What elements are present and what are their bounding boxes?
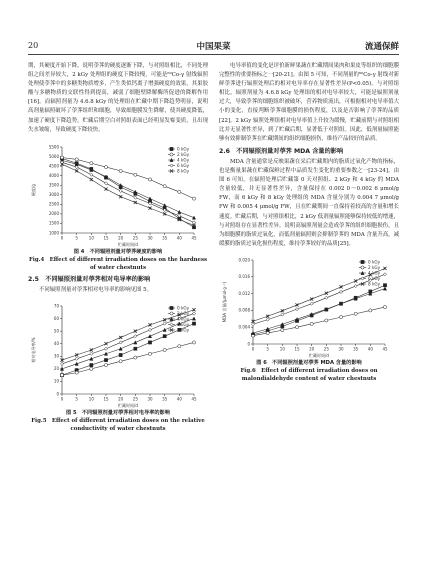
x-tick-label: 25: [323, 346, 329, 352]
x-tick-label: 15: [294, 346, 300, 352]
data-point: [90, 173, 93, 176]
left-column: [28, 62, 208, 433]
series-line: [62, 164, 194, 225]
x-tick-label: 35: [162, 235, 168, 241]
series-line: [62, 310, 194, 363]
y-axis-label: 相对电导率/%: [31, 337, 36, 363]
data-point: [90, 363, 93, 366]
legend-label: 6 kGy: [177, 162, 190, 168]
y-tick-label: 5500: [48, 144, 59, 150]
series-line: [62, 342, 194, 375]
series-line: [62, 158, 194, 227]
journal-name: 中国果菜: [196, 42, 231, 52]
figure-4-caption-zh: 图 4 不同辐照剂量对荸荠硬度的影响: [73, 248, 163, 255]
data-point: [134, 335, 137, 338]
data-point: [310, 322, 313, 325]
data-point: [75, 362, 78, 365]
y-tick-label: 70: [53, 303, 59, 309]
data-point: [192, 341, 195, 344]
y-tick-label: 4000: [48, 172, 59, 178]
left-paragraph-1: 期，其硬度开始下降，说明荸荠的硬度逐渐下降，与对照组相比，不同处理组之间差异较大，2 kGy 处理组的硬度下降较慢，可能是⁶⁰Co-γ 射线辐照处理使荸荠中的多糖类物质增多，产生类似钙离子增强硬度的效果，其果胶酸与多糖物质的交联性得到提高，减弱了细胞壁降解酶所促进的降解作用[16]。而辐照剂量为 4.6.8 kGy 的处理组在贮藏中期下降趋势明显，说明高剂量辐照破坏了荸荠组织和细胞，导致细胞膜发生降解，使其硬度降低，加速了硬度下降趋势。贮藏后期空白对照组表面已经明显发霉变质，且出现失水皱缩，导致硬度下降较快。: [28, 63, 208, 133]
series-line: [253, 268, 385, 321]
y-tick-label: 0.012: [238, 290, 250, 296]
legend-label: 0 kGy: [177, 146, 190, 152]
x-tick-label: 40: [367, 346, 373, 352]
data-point: [192, 322, 195, 325]
x-tick-label: 5: [75, 396, 78, 402]
data-point: [75, 158, 78, 161]
data-point: [369, 309, 372, 312]
y-tick-label: 0.008: [238, 307, 250, 313]
legend-label: 8 kGy: [177, 168, 190, 174]
y-tick-label: 2500: [48, 201, 59, 207]
y-tick-label: 60: [53, 315, 59, 321]
x-tick-label: 15: [103, 396, 109, 402]
y-tick-label: 1000: [48, 230, 59, 236]
data-point: [148, 335, 151, 338]
data-point: [251, 323, 254, 326]
data-point: [148, 197, 151, 200]
legend-label: 0 kGy: [177, 305, 190, 311]
legend-marker: [170, 323, 173, 326]
figure-5-caption-zh: 图 5 不同辐照剂量对荸荠相对电导率的影响: [66, 409, 170, 416]
data-point: [192, 312, 195, 315]
data-point: [119, 353, 122, 356]
y-tick-label: 10: [53, 378, 59, 384]
data-point: [178, 210, 181, 213]
data-point: [75, 371, 78, 374]
data-point: [90, 367, 93, 370]
data-point: [281, 313, 284, 316]
x-tick-label: 15: [103, 235, 109, 241]
right-paragraph-1: 电导率值的变化是评价新鲜果蔬在贮藏期间果肉和果皮等组织的细胞膜完整性的重要指标之一[20-21]。由图 5 可知，不同剂量的⁶⁰Co-γ 射线对新鲜荸荠进行辐照处理后的相对电导率存在显著性差异(P<0.05)。与对照组相比，辐照剂量为 4.6.8 kGy 处理组的相对电导率较大，可能是辐照剂量过大，导致荸荠的细胞组织被破坏，营养物质流出，可根据相对电导率值大小的变化，直接判断荸荠细胞膜的损伤程度，以及是否影响了荸荠的品质[22]。2 kGy 辐照处理组相对电导率值上升较为缓慢，贮藏前期与对照组相比并无显著性差异，到了贮藏后期，显著低于对照组。因此，低剂量辐照能够有效抑制荸荠在贮藏期间的组织细胞损伤，维持产品较好的品质。: [219, 63, 399, 142]
y-tick-label: 3000: [48, 191, 59, 197]
x-axis-label: 贮藏时间/d: [309, 352, 329, 358]
conductivity-chart: [28, 298, 208, 408]
section-heading-2-5: 2.5 不同辐照剂量对荸荠相对电导率的影响: [28, 275, 151, 283]
x-tick-label: 35: [353, 346, 359, 352]
data-point: [339, 290, 342, 293]
figure-6-caption-en-2: malondialdehyde content of water chestnuts: [241, 375, 377, 382]
legend-marker: [170, 147, 173, 150]
x-tick-label: 0: [60, 235, 64, 241]
legend-label: 4 kGy: [177, 157, 190, 163]
x-tick-label: 25: [132, 235, 138, 241]
data-point: [104, 165, 107, 168]
series-line: [62, 162, 194, 222]
data-point: [119, 347, 122, 350]
series-line: [62, 310, 194, 360]
data-point: [178, 190, 181, 193]
y-tick-label: 5000: [48, 153, 59, 159]
x-tick-label: 45: [191, 235, 197, 241]
x-tick-label: 0: [251, 346, 255, 352]
x-tick-label: 10: [88, 396, 94, 402]
legend-marker: [361, 266, 364, 269]
page-number: 20: [28, 41, 39, 50]
legend-marker: [170, 164, 173, 167]
legend-marker: [361, 260, 364, 263]
data-point: [383, 283, 386, 286]
data-point: [163, 335, 166, 338]
data-point: [104, 358, 107, 361]
data-point: [90, 161, 93, 164]
y-tick-label: 50: [53, 328, 59, 334]
right-column: [219, 62, 399, 383]
data-point: [325, 296, 328, 299]
y-tick-label: 4500: [48, 163, 59, 169]
y-tick-label: 2000: [48, 210, 59, 216]
x-tick-label: 10: [279, 346, 285, 352]
data-point: [310, 302, 313, 305]
legend-marker: [170, 306, 173, 309]
x-tick-label: 45: [191, 396, 197, 402]
data-point: [119, 183, 122, 186]
series-line: [62, 160, 194, 217]
data-point: [119, 360, 122, 363]
data-point: [383, 305, 386, 308]
data-point: [383, 287, 386, 290]
data-point: [90, 352, 93, 355]
data-point: [119, 341, 122, 344]
y-tick-label: 0.016: [238, 273, 250, 279]
x-tick-label: 5: [266, 346, 269, 352]
figure-5-caption-en-2: conductivity of water chestnuts: [70, 425, 166, 432]
legend-label: 6 kGy: [177, 321, 190, 327]
x-tick-label: 30: [147, 396, 153, 402]
data-point: [295, 325, 298, 328]
data-point: [354, 312, 357, 315]
x-tick-label: 40: [176, 396, 182, 402]
y-tick-label: 3500: [48, 182, 59, 188]
legend-label: 6 kGy: [368, 275, 381, 281]
data-point: [104, 181, 107, 184]
data-point: [60, 373, 63, 376]
data-point: [281, 328, 284, 331]
data-point: [163, 203, 166, 206]
x-tick-label: 5: [75, 235, 78, 241]
figure-4-caption-en-1: Fig.4 Effect of different irradiation doses on the hardness: [28, 256, 208, 263]
y-tick-label: 0.004: [238, 324, 250, 330]
mda-chart: [219, 252, 399, 358]
data-point: [339, 315, 342, 318]
data-point: [148, 341, 151, 344]
data-point: [192, 216, 195, 219]
data-point: [148, 178, 151, 181]
data-point: [383, 273, 386, 276]
data-point: [148, 328, 151, 331]
figure-6-caption-en-1: Fig.6 Effect of different irradiation doses on: [240, 367, 378, 374]
x-tick-label: 10: [88, 235, 94, 241]
series-line: [253, 288, 385, 333]
data-point: [104, 347, 107, 350]
y-tick-label: 0.020: [238, 257, 250, 263]
data-point: [266, 327, 269, 330]
data-point: [134, 196, 137, 199]
y-tick-label: 30: [53, 353, 59, 359]
legend-label: 4 kGy: [177, 316, 190, 322]
left-paragraph-2: 不同辐照剂量对荸荠相对电导率的影响见图 5。: [39, 286, 152, 293]
section-name: 流通保鲜: [364, 42, 399, 52]
series-line: [253, 274, 385, 324]
x-tick-label: 30: [147, 235, 153, 241]
x-tick-label: 20: [118, 235, 124, 241]
data-point: [119, 189, 122, 192]
legend-marker: [170, 153, 173, 156]
data-point: [192, 317, 195, 320]
data-point: [163, 322, 166, 325]
data-point: [134, 190, 137, 193]
x-tick-label: 35: [162, 396, 168, 402]
data-point: [178, 345, 181, 348]
figure-4-caption-en-2: of water chestnuts: [89, 264, 147, 271]
data-point: [75, 357, 78, 360]
data-point: [163, 328, 166, 331]
legend-label: 2 kGy: [177, 151, 190, 157]
x-tick-label: 20: [309, 346, 315, 352]
data-point: [90, 357, 93, 360]
figure-5: [28, 298, 208, 433]
y-axis-label: MDA 含量/(μmol·g⁻¹): [222, 281, 227, 323]
data-point: [163, 184, 166, 187]
data-point: [266, 331, 269, 334]
legend-label: 2 kGy: [368, 264, 381, 270]
hardness-chart: [28, 139, 208, 247]
series-line: [253, 307, 385, 336]
data-point: [295, 307, 298, 310]
data-point: [119, 169, 122, 172]
y-axis-label: 硬度/g: [31, 183, 36, 196]
data-point: [192, 197, 195, 200]
data-point: [266, 318, 269, 321]
figure-4: [28, 139, 208, 272]
data-point: [134, 173, 137, 176]
x-tick-label: 30: [338, 346, 344, 352]
series-line: [62, 157, 194, 198]
series-line: [62, 321, 194, 376]
x-tick-label: 40: [176, 235, 182, 241]
figure-5-caption-en-1: Fig.5 Effect of different irradiation doses on the relative: [31, 417, 205, 424]
data-point: [163, 348, 166, 351]
legend-label: 0 kGy: [368, 259, 381, 265]
figure-6: [219, 252, 399, 383]
x-axis-label: 贮藏时间/d: [118, 402, 138, 408]
data-point: [325, 319, 328, 322]
data-point: [134, 341, 137, 344]
y-tick-label: 20: [53, 366, 59, 372]
x-tick-label: 20: [118, 396, 124, 402]
x-tick-label: 0: [60, 396, 64, 402]
legend-label: 4 kGy: [368, 270, 381, 276]
legend-label: 8 kGy: [177, 327, 190, 333]
x-tick-label: 25: [132, 396, 138, 402]
x-tick-label: 45: [382, 346, 388, 352]
legend-marker: [170, 312, 173, 315]
data-point: [104, 363, 107, 366]
page-header: [28, 40, 399, 55]
legend-label: 8 kGy: [368, 281, 381, 287]
data-point: [281, 323, 284, 326]
legend-label: 2 kGy: [177, 310, 190, 316]
data-point: [134, 347, 137, 350]
data-point: [104, 352, 107, 355]
right-paragraph-2: MDA 含量通常是反映果蔬在采后贮藏期内的脂质过氧化产物的指标，也是衡量果蔬在贮藏保鲜过程中品质发生变化的重要参数之一[23-24]。由图 6 可知，在辐照处理后贮藏第 0 天对照组、2 kGy 和 4 kGy 的 MDA 含量较低，并无显著性差异，含量保持在 0.002 0～0.002 6 μmol/g FW，而 6 kGy 和 8 kGy 处理组的 MDA 含量分别为 0.004 7 μmol/g FW 和 0.005 4 μmol/g FW，且在贮藏期间一直保持着较高的含量和增长速度。贮藏后期，与对照组相比，2 kGy 低剂量辐照能够保持较低的增速，与对照组存在显著性差异。说明高辐照剂量会造成荸荠的组织细胞损伤，且为细胞膜的脂质过氧化，而低剂量辐照则会抑制荸荠的 MDA 含量升高，减缓膜的脂质过氧化损伤程度，维持荸荠较好的品质[25]。: [219, 158, 399, 247]
data-point: [60, 362, 63, 365]
y-tick-label: 1500: [48, 220, 59, 226]
section-heading-2-6: 2.6 不同辐照剂量对荸荠 MDA 含量的影响: [219, 147, 344, 155]
data-point: [354, 284, 357, 287]
data-point: [134, 356, 137, 359]
data-point: [148, 352, 151, 355]
figure-6-caption-zh: 图 6 不同辐照剂量对荸荠 MDA 含量的影响: [256, 359, 362, 366]
series-line: [62, 319, 194, 369]
x-axis-label: 贮藏时间/d: [118, 241, 138, 247]
y-tick-label: 40: [53, 340, 59, 346]
data-point: [192, 221, 195, 224]
y-tick-label: 0: [56, 391, 59, 397]
y-tick-label: 0: [247, 341, 250, 347]
